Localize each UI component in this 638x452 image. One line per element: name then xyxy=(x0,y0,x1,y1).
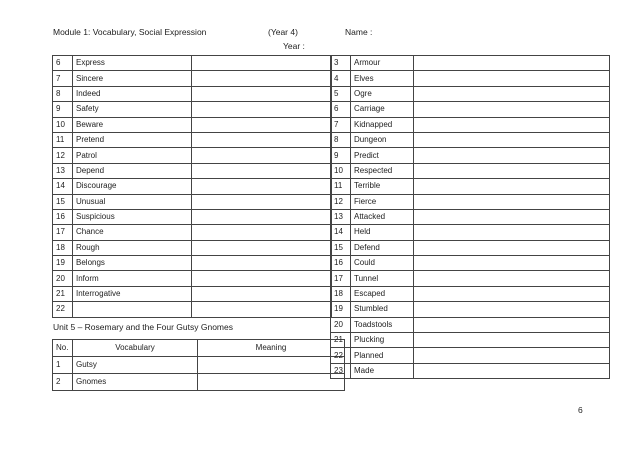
row-number: 11 xyxy=(331,179,351,194)
table-row xyxy=(331,209,610,224)
table-row xyxy=(331,286,610,301)
table-row xyxy=(331,225,610,240)
answer-cell[interactable] xyxy=(414,56,610,71)
table-row xyxy=(53,56,332,71)
vocabulary-word: Suspicious xyxy=(73,209,192,224)
row-number: 5 xyxy=(331,86,351,101)
name-label: Name : xyxy=(345,27,373,37)
row-number: 20 xyxy=(331,317,351,332)
row-number: 11 xyxy=(53,132,73,147)
row-number: 16 xyxy=(331,256,351,271)
row-number: 17 xyxy=(331,271,351,286)
vocabulary-word: Made xyxy=(351,363,414,378)
module-title: Module 1: Vocabulary, Social Expression xyxy=(53,27,207,37)
answer-cell[interactable] xyxy=(414,117,610,132)
row-number: 22 xyxy=(53,302,73,317)
vocabulary-word: Express xyxy=(73,56,192,71)
table-row xyxy=(53,163,332,178)
table-row xyxy=(331,117,610,132)
unit5-table xyxy=(52,339,345,391)
row-number: 3 xyxy=(331,56,351,71)
table-row xyxy=(53,148,332,163)
vocabulary-word: Plucking xyxy=(351,333,414,348)
table-row xyxy=(331,348,610,363)
table-row xyxy=(331,71,610,86)
table-row xyxy=(53,240,332,255)
vocab-table-right xyxy=(330,55,610,379)
answer-cell[interactable] xyxy=(414,194,610,209)
table-row xyxy=(331,179,610,194)
table-row xyxy=(53,86,332,101)
table-row xyxy=(53,209,332,224)
row-number: 14 xyxy=(331,225,351,240)
row-number: 16 xyxy=(53,209,73,224)
unit5-header-row xyxy=(53,340,345,357)
vocabulary-word: Respected xyxy=(351,163,414,178)
table-row xyxy=(331,86,610,101)
row-number: 13 xyxy=(53,163,73,178)
table-row xyxy=(53,102,332,117)
vocabulary-word: Interrogative xyxy=(73,286,192,301)
row-number: 7 xyxy=(331,117,351,132)
answer-cell[interactable] xyxy=(414,179,610,194)
row-number: 10 xyxy=(53,117,73,132)
answer-cell[interactable] xyxy=(414,317,610,332)
table-row xyxy=(53,302,332,317)
unit5-header-vocab: Vocabulary xyxy=(73,340,198,357)
answer-cell[interactable] xyxy=(414,256,610,271)
vocabulary-word: Tunnel xyxy=(351,271,414,286)
vocabulary-word: Beware xyxy=(73,117,192,132)
vocabulary-word: Unusual xyxy=(73,194,192,209)
vocabulary-word: Kidnapped xyxy=(351,117,414,132)
answer-cell[interactable] xyxy=(192,71,332,86)
vocabulary-word: Inform xyxy=(73,271,192,286)
answer-cell[interactable] xyxy=(414,286,610,301)
answer-cell[interactable] xyxy=(192,56,332,71)
row-number: 13 xyxy=(331,209,351,224)
answer-cell[interactable] xyxy=(192,179,332,194)
unit5-title: Unit 5 – Rosemary and the Four Gutsy Gnomes xyxy=(53,322,233,332)
vocabulary-word: Belongs xyxy=(73,256,192,271)
answer-cell[interactable] xyxy=(414,333,610,348)
table-row xyxy=(53,132,332,147)
table-row xyxy=(53,374,345,391)
table-row xyxy=(331,363,610,378)
answer-cell[interactable] xyxy=(192,148,332,163)
row-number: 23 xyxy=(331,363,351,378)
row-number: 10 xyxy=(331,163,351,178)
vocabulary-word: Fierce xyxy=(351,194,414,209)
row-number: 6 xyxy=(53,56,73,71)
row-number: 12 xyxy=(331,194,351,209)
vocabulary-word: Held xyxy=(351,225,414,240)
answer-cell[interactable] xyxy=(192,286,332,301)
unit5-header-no: No. xyxy=(53,340,73,357)
vocabulary-word: Stumbled xyxy=(351,302,414,317)
vocabulary-word: Indeed xyxy=(73,86,192,101)
row-number: 22 xyxy=(331,348,351,363)
meaning-cell[interactable] xyxy=(198,374,345,391)
row-number: 6 xyxy=(331,102,351,117)
vocabulary-word: Carriage xyxy=(351,102,414,117)
answer-cell[interactable] xyxy=(414,348,610,363)
answer-cell[interactable] xyxy=(414,148,610,163)
row-number: 17 xyxy=(53,225,73,240)
answer-cell[interactable] xyxy=(192,225,332,240)
answer-cell[interactable] xyxy=(192,302,332,317)
table-row xyxy=(331,333,610,348)
answer-cell[interactable] xyxy=(192,240,332,255)
year-tag: (Year 4) xyxy=(268,27,298,37)
table-row xyxy=(331,302,610,317)
vocabulary-word: Toadstools xyxy=(351,317,414,332)
table-row xyxy=(331,163,610,178)
row-number: 19 xyxy=(331,302,351,317)
row-number: 8 xyxy=(331,132,351,147)
answer-cell[interactable] xyxy=(414,163,610,178)
unit5-header-meaning: Meaning xyxy=(198,340,345,357)
vocabulary-word: Chance xyxy=(73,225,192,240)
answer-cell[interactable] xyxy=(192,117,332,132)
vocabulary-word: Predict xyxy=(351,148,414,163)
row-number: 15 xyxy=(53,194,73,209)
answer-cell[interactable] xyxy=(192,86,332,101)
answer-cell[interactable] xyxy=(192,256,332,271)
vocabulary-word: Elves xyxy=(351,71,414,86)
table-row xyxy=(331,256,610,271)
table-row xyxy=(53,357,345,374)
vocabulary-word: Terrible xyxy=(351,179,414,194)
answer-cell[interactable] xyxy=(414,132,610,147)
vocabulary-word: Ogre xyxy=(351,86,414,101)
row-number: 7 xyxy=(53,71,73,86)
table-row xyxy=(331,56,610,71)
answer-cell[interactable] xyxy=(192,271,332,286)
row-number: 19 xyxy=(53,256,73,271)
answer-cell[interactable] xyxy=(414,209,610,224)
vocab-table-left xyxy=(52,55,332,318)
vocabulary-word: Escaped xyxy=(351,286,414,301)
table-row xyxy=(53,225,332,240)
vocabulary-word: Discourage xyxy=(73,179,192,194)
row-number: 20 xyxy=(53,271,73,286)
meaning-cell[interactable] xyxy=(198,357,345,374)
table-row xyxy=(331,194,610,209)
row-number: 18 xyxy=(331,286,351,301)
answer-cell[interactable] xyxy=(192,209,332,224)
row-number: 15 xyxy=(331,240,351,255)
row-number: 14 xyxy=(53,179,73,194)
vocabulary-word: Attacked xyxy=(351,209,414,224)
row-number: 1 xyxy=(53,357,73,374)
table-row xyxy=(53,117,332,132)
row-number: 18 xyxy=(53,240,73,255)
row-number: 21 xyxy=(53,286,73,301)
page-number: 6 xyxy=(578,405,583,415)
vocabulary-word: Gnomes xyxy=(73,374,198,391)
row-number: 4 xyxy=(331,71,351,86)
answer-cell[interactable] xyxy=(192,132,332,147)
answer-cell[interactable] xyxy=(414,225,610,240)
table-row xyxy=(53,286,332,301)
row-number: 2 xyxy=(53,374,73,391)
answer-cell[interactable] xyxy=(192,163,332,178)
answer-cell[interactable] xyxy=(192,194,332,209)
vocabulary-word: Rough xyxy=(73,240,192,255)
answer-cell[interactable] xyxy=(414,302,610,317)
vocabulary-word: Dungeon xyxy=(351,132,414,147)
table-row xyxy=(331,148,610,163)
vocabulary-word: Planned xyxy=(351,348,414,363)
answer-cell[interactable] xyxy=(414,363,610,378)
vocabulary-word xyxy=(73,302,192,317)
table-row xyxy=(331,317,610,332)
vocabulary-word: Gutsy xyxy=(73,357,198,374)
vocabulary-word: Depend xyxy=(73,163,192,178)
answer-cell[interactable] xyxy=(414,71,610,86)
table-row xyxy=(331,240,610,255)
table-row xyxy=(53,179,332,194)
vocabulary-word: Safety xyxy=(73,102,192,117)
row-number: 8 xyxy=(53,86,73,101)
table-row xyxy=(331,102,610,117)
answer-cell[interactable] xyxy=(414,240,610,255)
row-number: 9 xyxy=(53,102,73,117)
row-number: 21 xyxy=(331,333,351,348)
answer-cell[interactable] xyxy=(414,271,610,286)
year-label: Year : xyxy=(283,41,305,51)
table-row xyxy=(53,194,332,209)
answer-cell[interactable] xyxy=(192,102,332,117)
table-row xyxy=(331,271,610,286)
table-row xyxy=(331,132,610,147)
vocabulary-word: Sincere xyxy=(73,71,192,86)
vocabulary-word: Armour xyxy=(351,56,414,71)
vocabulary-word: Pretend xyxy=(73,132,192,147)
table-row xyxy=(53,256,332,271)
row-number: 12 xyxy=(53,148,73,163)
answer-cell[interactable] xyxy=(414,102,610,117)
vocabulary-word: Could xyxy=(351,256,414,271)
answer-cell[interactable] xyxy=(414,86,610,101)
vocabulary-word: Defend xyxy=(351,240,414,255)
table-row xyxy=(53,71,332,86)
row-number: 9 xyxy=(331,148,351,163)
vocabulary-word: Patrol xyxy=(73,148,192,163)
table-row xyxy=(53,271,332,286)
